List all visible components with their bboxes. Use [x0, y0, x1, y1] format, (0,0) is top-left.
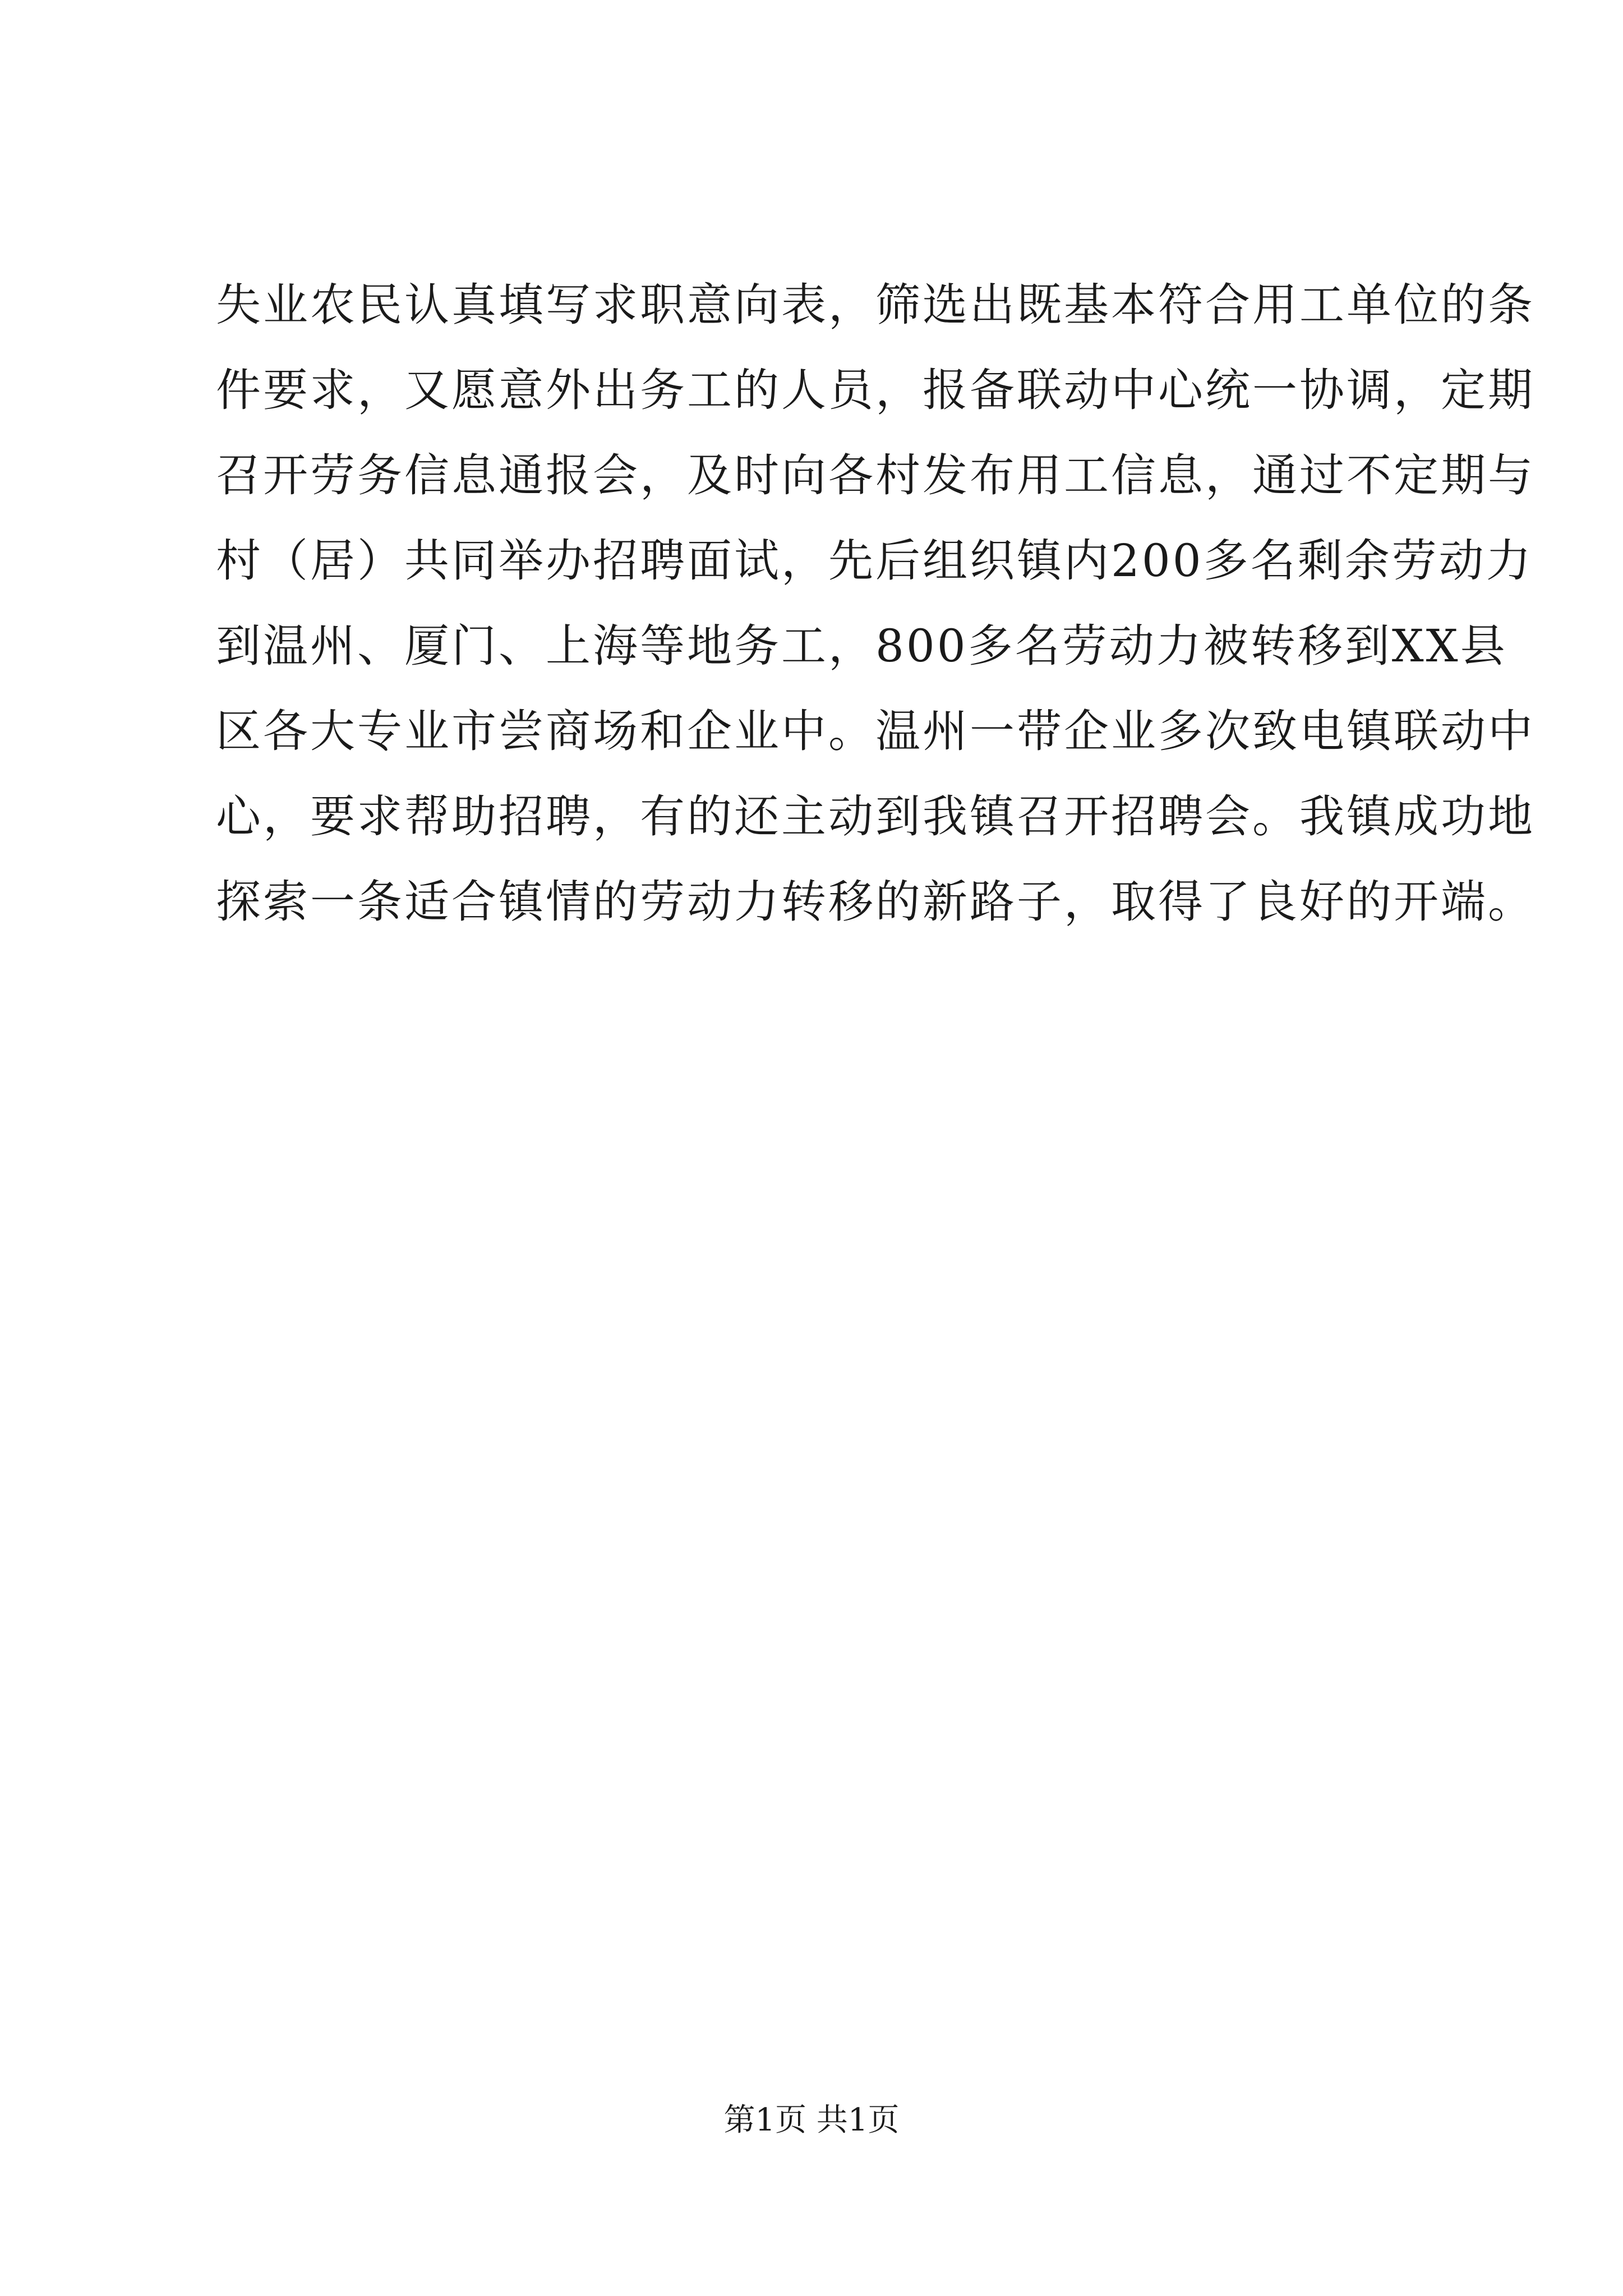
paragraph-line: 件要求，又愿意外出务工的人员，报备联动中心统一协调，定期: [216, 364, 1535, 416]
page-number-footer: 第1页 共1页: [723, 2102, 900, 2138]
paragraph-line: 村（居）共同举办招聘面试，先后组织镇内200多名剩余劳动力: [216, 535, 1533, 587]
paragraph-line: 心，要求帮助招聘，有的还主动到我镇召开招聘会。我镇成功地: [216, 790, 1535, 843]
paragraph-line: 失业农民认真填写求职意向表，筛选出既基本符合用工单位的条: [216, 279, 1535, 331]
paragraph-line: 区各大专业市尝商场和企业中。温州一带企业多次致电镇联动中: [216, 705, 1535, 757]
body-paragraph: [216, 263, 1535, 945]
paragraph-line: 召开劳务信息通报会，及时向各村发布用工信息，通过不定期与: [216, 449, 1535, 501]
paragraph-line: 探索一条适合镇情的劳动力转移的新路子，取得了良好的开端。: [216, 876, 1535, 928]
paragraph-line: 到温州、厦门、上海等地务工，800多名劳动力被转移到XX县: [216, 620, 1507, 672]
